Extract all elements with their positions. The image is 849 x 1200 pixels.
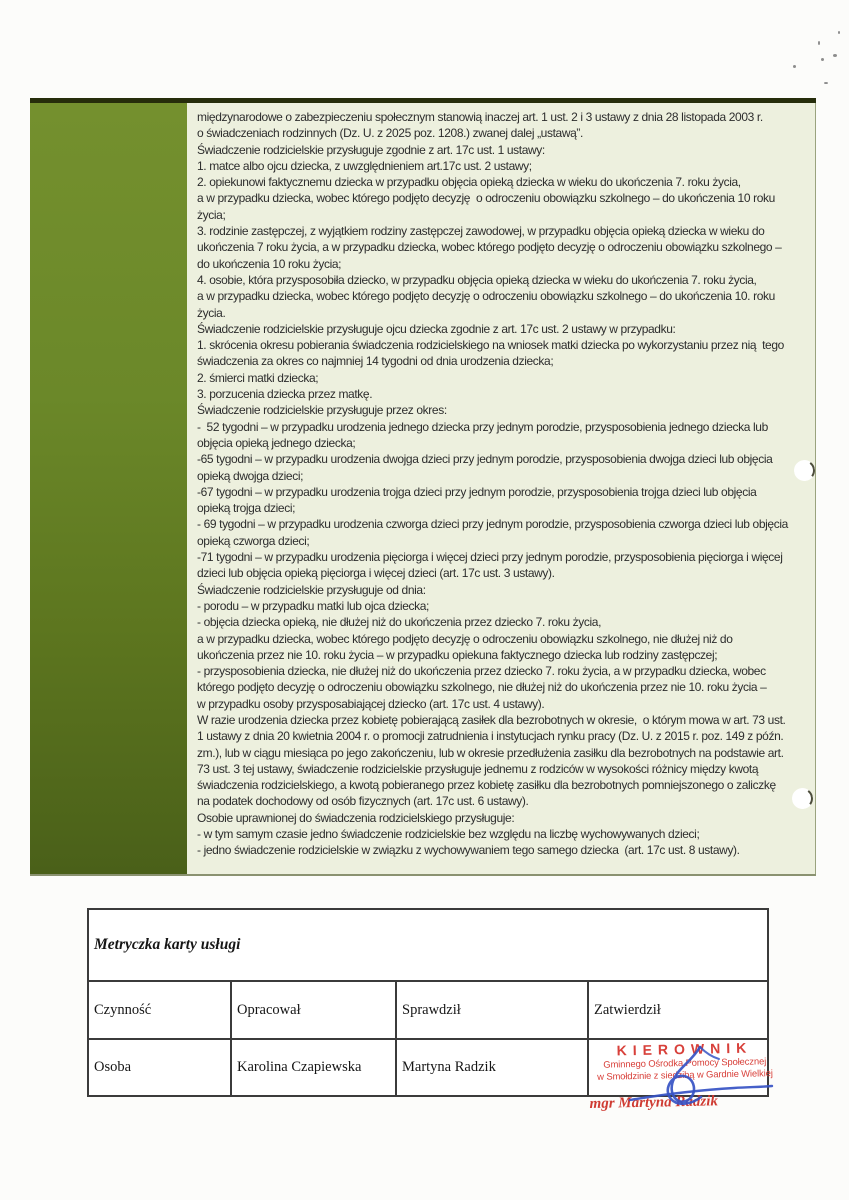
- header-zatwierdzil: Zatwierdził: [588, 981, 768, 1039]
- text-line: 4. osobie, która przysposobiła dziecko, w przypadku objęcia opieką dziecka w wieku do ukończenia 7. roku życia,: [197, 272, 757, 287]
- scan-speck: [818, 41, 820, 45]
- text-line: objęcia opieką jednego dziecka;: [197, 435, 356, 450]
- text-line: opieką dwojga dzieci;: [197, 468, 304, 483]
- scan-speck: [833, 54, 837, 57]
- text-line: - jedno świadczenie rodzicielskie w związku z wychowywaniem tego samego dziecka (art. 17c ust. 8 ustawy).: [197, 843, 740, 858]
- table-title: Metryczka karty usługi: [88, 909, 768, 981]
- text-line: zm.), lub w ciągu miesiąca po jego zakończeniu, lub w okresie przedłużenia zasiłku dla bezrobotnych na podstawie art.: [197, 745, 784, 760]
- text-line: opieką czworga dzieci;: [197, 533, 310, 548]
- text-line: 1. matce albo ojcu dziecka, z uwzględnieniem art.17c ust. 2 ustawy;: [197, 158, 532, 173]
- text-line: 2. opiekunowi faktycznemu dziecka w przypadku objęcia opieką dziecka w wieku do ukończenia 7. roku życia,: [197, 175, 741, 190]
- cell-osoba: Osoba: [88, 1039, 231, 1096]
- text-line: - 69 tygodni – w przypadku urodzenia czworga dzieci przy jednym porodzie, przysposobienia czworga dzieci lub objęcia: [197, 517, 788, 532]
- text-line: w przypadku osoby przysposabiającej dziecko (art. 17c ust. 4 ustawy).: [197, 696, 545, 711]
- text-line: a w przypadku dziecka, wobec którego podjęto decyzję o odroczeniu obowiązku szkolnego, nie dłużej niż do: [197, 631, 733, 646]
- cell-opracowal: Karolina Czapiewska: [231, 1039, 396, 1096]
- table-title-row: [88, 909, 768, 981]
- text-line: Świadczenie rodzicielskie przysługuje ojcu dziecka zgodnie z art. 17c ust. 2 ustawy w przypadku:: [197, 321, 676, 336]
- text-line: 1 ustawy z dnia 20 kwietnia 2004 r. o promocji zatrudnienia i instytucjach rynku pracy (Dz. U. z 2015 r. poz. 149 z późn.: [197, 729, 784, 744]
- text-line: -67 tygodni – w przypadku urodzenia trojga dzieci przy jednym porodzie, przysposobienia trojga dzieci lub objęcia: [197, 484, 757, 499]
- body-text-panel: [187, 103, 816, 874]
- text-line: Osobie uprawnionej do świadczenia rodzicielskiego przysługuje:: [197, 810, 515, 825]
- text-line: Świadczenie rodzicielskie przysługuje zgodnie z art. 17c ust. 1 ustawy:: [197, 142, 545, 157]
- text-line: na podatek dochodowy od osób fizycznych (art. 17c ust. 6 ustawy).: [197, 794, 529, 809]
- text-line: o świadczeniach rodzinnych (Dz. U. z 2025 poz. 1208.) zwanej dalej „ustawą”.: [197, 126, 583, 141]
- text-line: 3. porzucenia dziecka przez matkę.: [197, 387, 373, 402]
- text-line: międzynarodowe o zabezpieczeniu społecznym stanowią inaczej art. 1 ust. 2 i 3 ustawy z dnia 28 listopada 2003 r.: [197, 110, 763, 124]
- text-line: Świadczenie rodzicielskie przysługuje przez okres:: [197, 403, 447, 418]
- text-line: dzieci lub objęcia opieką pięciorga i więcej dzieci (art. 17c ust. 3 ustawy).: [197, 566, 555, 581]
- text-line: - objęcia dziecka opieką, nie dłużej niż do ukończenia przez dziecko 7. roku życia,: [197, 615, 602, 630]
- text-line: do ukończenia 10 roku życia;: [197, 256, 342, 271]
- text-line: - porodu – w przypadku matki lub ojca dziecka;: [197, 598, 429, 613]
- handwritten-signature: [622, 1043, 792, 1123]
- text-line: którego podjęto decyzję o odroczeniu obowiązku szkolnego, nie dłużej niż do ukończenia przez nie 10. roku życia –: [197, 680, 767, 695]
- text-line: życia;: [197, 207, 226, 222]
- text-line: a w przypadku dziecka, wobec którego podjęto decyzję o odroczeniu obowiązku szkolnego – do ukończenia 10. roku: [197, 289, 775, 304]
- header-czynnosc: Czynność: [88, 981, 231, 1039]
- text-line: świadczenia za okres co najmniej 14 tygodni od dnia urodzenia dziecka;: [197, 354, 554, 369]
- stamp-line-3: w Smołdzinie z siedzibą w Gardnie Wielkiej: [597, 1066, 773, 1082]
- text-line: ukończenia 7 roku życia, a w przypadku dziecka, wobec którego podjęto decyzję o odroczeniu obowiązku szkolnego –: [197, 240, 782, 255]
- text-line: 2. śmierci matki dziecka;: [197, 370, 319, 385]
- cell-sprawdzil: Martyna Radzik: [396, 1039, 588, 1096]
- text-line: - 52 tygodni – w przypadku urodzenia jednego dziecka przy jednym porodzie, przysposobienia jednego dziecka lub: [197, 419, 768, 434]
- text-line: a w przypadku dziecka, wobec którego podjęto decyzję o odroczeniu obowiązku szkolnego – do ukończenia 10 roku: [197, 191, 775, 206]
- scan-speck: [793, 65, 796, 68]
- document-content-box: [30, 98, 816, 876]
- text-line: W razie urodzenia dziecka przez kobietę pobierającą zasiłek dla bezrobotnych w okresie, o którym mowa w art. 73 ust.: [197, 712, 786, 727]
- text-line: Świadczenie rodzicielskie przysługuje od dnia:: [197, 582, 426, 597]
- stamp-signature-name: mgr Martyna Radzik: [589, 1093, 719, 1113]
- text-line: - przysposobienia dziecka, nie dłużej niż do ukończenia przez dziecko 7. roku życia, a w przypadku dziecka, wobec: [197, 664, 766, 679]
- text-line: opieką trojga dzieci;: [197, 501, 296, 516]
- left-green-sidebar: [30, 103, 187, 874]
- text-line: -71 tygodni – w przypadku urodzenia pięciorga i więcej dzieci przy jednym porodzie, przysposobienia pięciorga i więcej: [197, 550, 783, 565]
- scan-speck: [824, 82, 828, 84]
- text-line: 3. rodzinie zastępczej, z wyjątkiem rodziny zastępczej zawodowej, w przypadku objęcia opieką dziecka w wieku do: [197, 224, 765, 239]
- stamp-line-2: Gminnego Ośrodka Pomocy Społecznej: [603, 1055, 767, 1070]
- text-line: 1. skrócenia okresu pobierania świadczenia rodzicielskiego na wniosek matki dziecka po wykorzystaniu przez nią tego: [197, 338, 784, 353]
- text-line: życia.: [197, 305, 226, 320]
- text-line: -65 tygodni – w przypadku urodzenia dwojga dzieci przy jednym porodzie, przysposobienia dwojga dzieci lub objęcia: [197, 452, 773, 467]
- text-line: świadczenia rodzicielskiego, a kwotą pobieranego przez kobietę zasiłku dla bezrobotnych pomniejszonego o zaliczkę: [197, 778, 776, 793]
- text-line: ukończenia przez nie 10. roku życia – w przypadku opiekuna faktycznego dziecka lub rodziny zastępczej;: [197, 647, 718, 662]
- scan-speck: [821, 58, 824, 61]
- text-line: 73 ust. 3 tej ustawy, świadczenie rodzicielskie przysługuje jednemu z rodziców w wysokości różnicy między kwotą: [197, 761, 759, 776]
- header-opracowal: Opracował: [231, 981, 396, 1039]
- header-sprawdzil: Sprawdził: [396, 981, 588, 1039]
- scan-speck: [838, 31, 840, 34]
- table-header-row: [88, 981, 768, 1039]
- text-line: - w tym samym czasie jedno świadczenie rodzicielskie bez względu na liczbę wychowywanych dzieci;: [197, 827, 700, 842]
- stamp-title: KIEROWNIK: [616, 1039, 753, 1059]
